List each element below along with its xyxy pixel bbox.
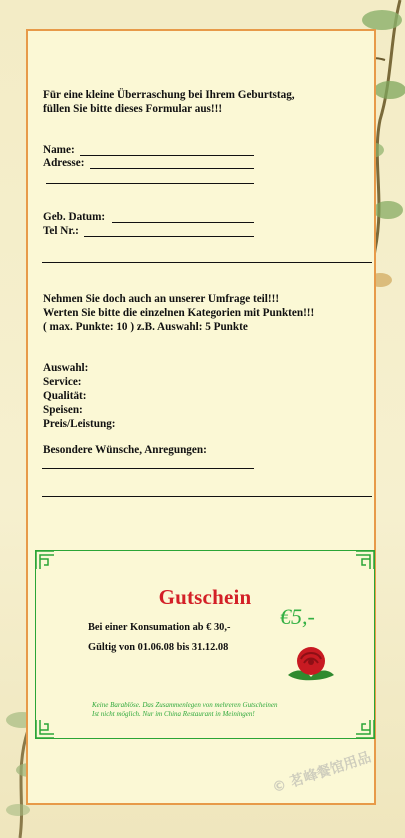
form-panel bbox=[26, 29, 376, 805]
birthdate-label: Geb. Datum: bbox=[43, 211, 106, 223]
voucher-condition: Bei einer Konsumation ab € 30,- bbox=[88, 622, 231, 633]
wishes-label: Besondere Wünsche, Anregungen: bbox=[43, 444, 207, 456]
intro-line-2: füllen Sie bitte dieses Formular aus!!! bbox=[43, 103, 223, 115]
voucher-price: €5,- bbox=[280, 604, 315, 629]
category-selection: Auswahl: bbox=[43, 362, 89, 374]
survey-line-1: Nehmen Sie doch auch an unserer Umfrage teil!!! bbox=[43, 293, 280, 305]
address-field[interactable] bbox=[90, 168, 254, 169]
voucher-validity: Gültig von 01.06.08 bis 31.12.08 bbox=[88, 642, 229, 653]
address-field-line-2[interactable] bbox=[46, 183, 254, 184]
voucher-note-1: Keine Barablöse. Das Zusammenlegen von mehreren Gutscheinen bbox=[92, 701, 278, 709]
wishes-field[interactable] bbox=[42, 468, 254, 469]
rose-icon bbox=[284, 641, 338, 685]
name-field[interactable] bbox=[80, 155, 254, 156]
survey-line-2: Werten Sie bitte die einzelnen Kategorien mit Punkten!!! bbox=[43, 307, 315, 319]
phone-label: Tel Nr.: bbox=[43, 225, 79, 237]
birthdate-field[interactable] bbox=[112, 222, 254, 223]
phone-field[interactable] bbox=[84, 236, 254, 237]
divider-2 bbox=[42, 496, 372, 497]
address-label: Adresse: bbox=[43, 157, 85, 169]
intro-line-1: Für eine kleine Überraschung bei Ihrem Geburtstag, bbox=[43, 89, 295, 101]
voucher-title: Gutschein bbox=[158, 585, 252, 609]
corner-ornament-top-right bbox=[354, 549, 376, 571]
voucher-note-2: Ist nicht möglich. Nur im China Restaurant in Meiningen! bbox=[92, 710, 255, 718]
voucher-card bbox=[35, 550, 375, 739]
name-label: Name: bbox=[43, 144, 75, 156]
category-service: Service: bbox=[43, 376, 82, 388]
category-quality: Qualität: bbox=[43, 390, 87, 402]
corner-ornament-bottom-right bbox=[354, 718, 376, 740]
category-dishes: Speisen: bbox=[43, 404, 83, 416]
watermark: © 茗峰餐馆用品 bbox=[270, 749, 374, 797]
category-value: Preis/Leistung: bbox=[43, 418, 116, 430]
corner-ornament-bottom-left bbox=[34, 718, 56, 740]
survey-line-3: ( max. Punkte: 10 ) z.B. Auswahl: 5 Punkte bbox=[43, 321, 248, 333]
corner-ornament-top-left bbox=[34, 549, 56, 571]
divider-1 bbox=[42, 262, 372, 263]
